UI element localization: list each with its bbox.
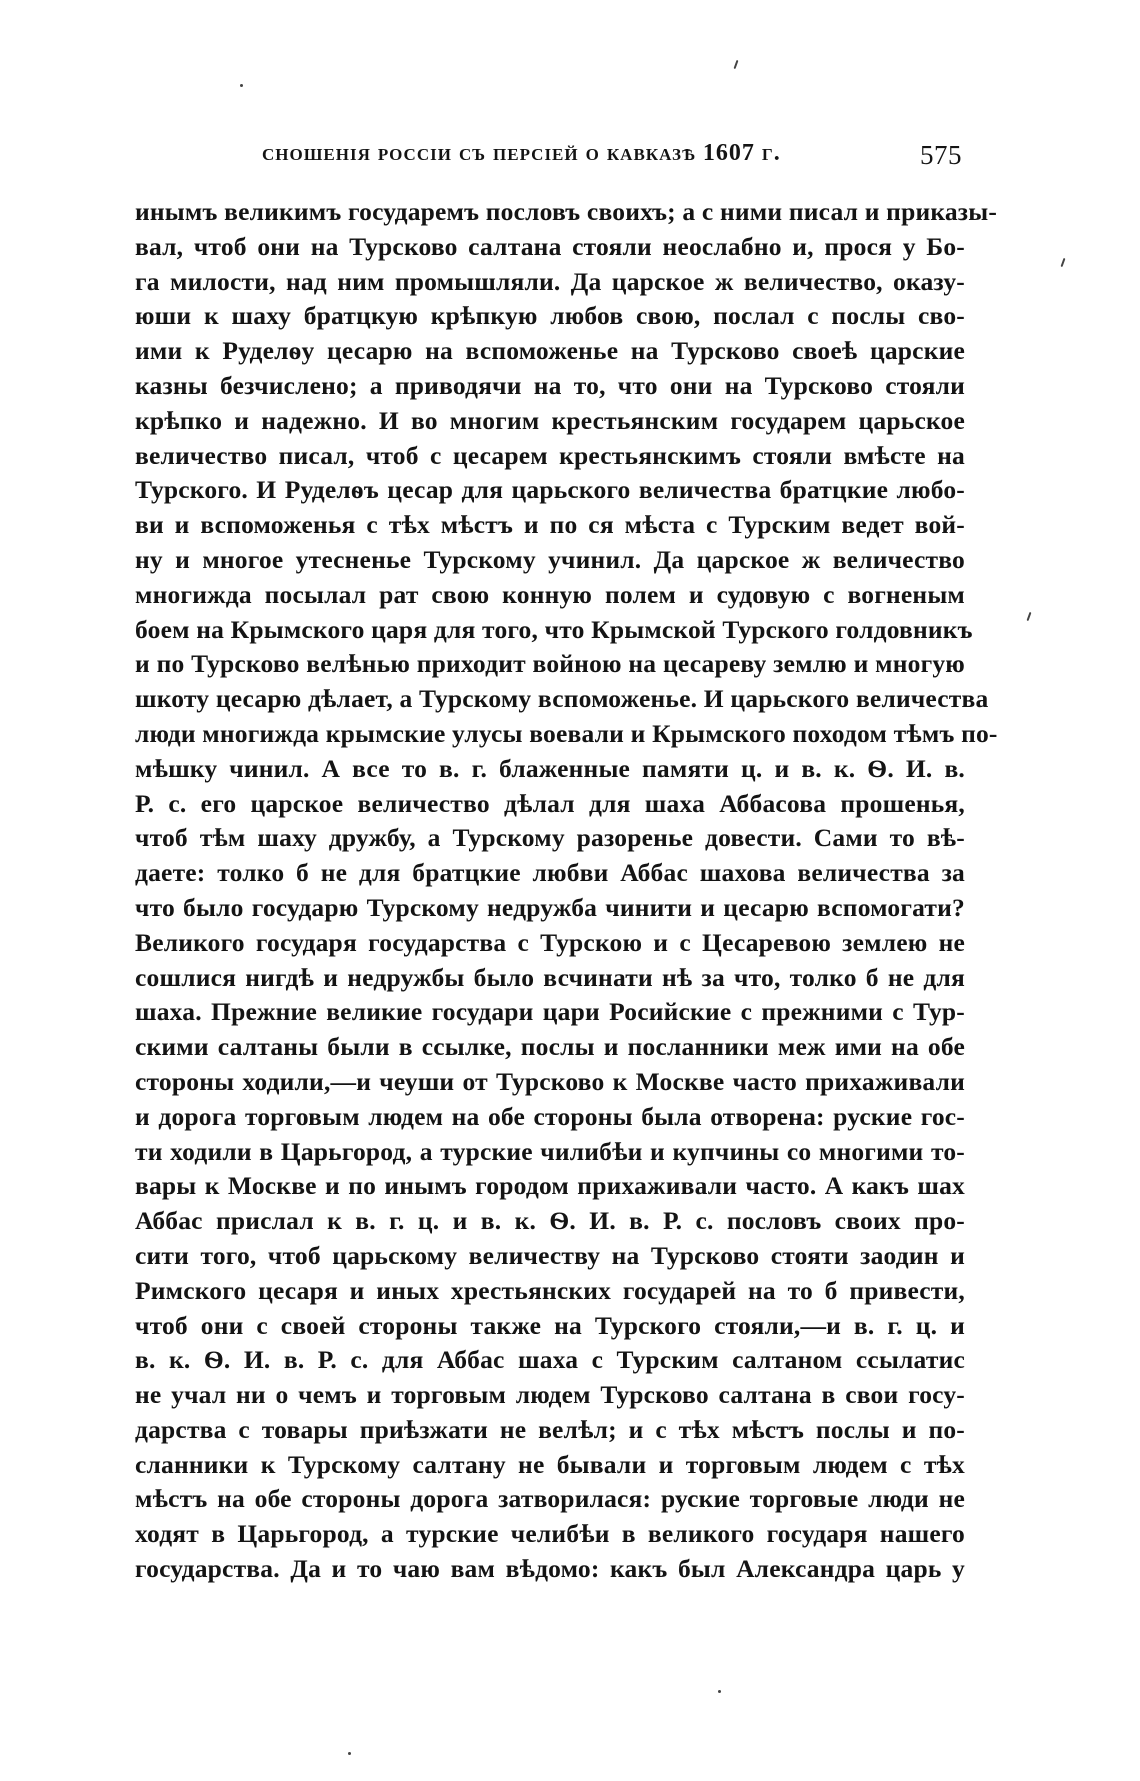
text-line: в. к. Ѳ. И. в. Р. с. для Аббас шаха с Турским салтаном ссылатис <box>135 1345 965 1375</box>
text-line: ти ходили в Царьгород, а турские чилибѣи и купчины со многими то- <box>135 1136 965 1166</box>
scan-speck <box>734 60 739 69</box>
text-line: боем на Крымского царя для того, что Крымской Турского голдовникъ <box>135 614 973 644</box>
page-number: 575 <box>920 140 962 170</box>
text-line: вал, чтоб они на Турсково салтана стояли неослабно и, прося у Бо- <box>135 231 965 261</box>
text-line: ну и многое утесненье Турскому учинил. Да царское ж величество <box>135 544 965 574</box>
text-line: скими салтаны были в ссылке, послы и посланники меж ими на обе <box>135 1032 965 1062</box>
text-line: Великого государя государства с Турскою и с Цесаревою землею не <box>135 927 965 957</box>
text-line: крѣпко и надежно. И во многим крестьянским государем царьское <box>135 405 965 435</box>
text-line: не учал ни о чемъ и торговым людем Турсково салтана в свои госу- <box>135 1380 965 1410</box>
text-line: сланники к Турскому салтану не бывали и торговым людем с тѣх <box>135 1449 965 1479</box>
scan-speck <box>240 84 243 87</box>
text-line: юши к шаху братцкую крѣпкую любов свою, послал с послы сво- <box>135 301 965 331</box>
scan-speck <box>1061 258 1066 267</box>
text-line: ими к Руделѳу цесарю на вспоможенье на Турсково своеѣ царские <box>135 336 965 366</box>
text-line: ви и вспоможенья с тѣх мѣстъ и по ся мѣста с Турским ведет вой- <box>135 510 965 540</box>
text-line: шкоту цесарю дѣлает, а Турскому вспоможенье. И царьского величества <box>135 684 989 714</box>
text-line: га милости, над ним промышляли. Да царское ж величество, оказу- <box>135 266 965 296</box>
text-line: и по Турсково велѣнью приходит войною на цесареву землю и многую <box>135 649 965 679</box>
text-line: Р. с. его царское величество дѣлал для шаха Аббасова прошенья, <box>135 788 965 818</box>
text-line: даете: толко б не для братцкие любви Аббас шахова величества за <box>135 858 965 888</box>
text-line: и дорога торговым людем на обе стороны была отворена: руские гос- <box>135 1101 965 1131</box>
text-line: дарства с товары приѣзжати не велѣл; и с тѣх мѣстъ послы и по- <box>135 1414 965 1444</box>
text-line: шаха. Прежние великие государи цари Росийские с прежними с Тур- <box>135 997 965 1027</box>
text-line: стороны ходили,—и чеуши от Турсково к Москве часто прихаживали <box>135 1066 965 1096</box>
scan-speck <box>348 1752 351 1755</box>
text-line: мѣстъ на обе стороны дорога затворилася: руские торговые люди не <box>135 1484 965 1514</box>
text-line: сошлися нигдѣ и недружбы было всчинати нѣ за что, толко б не для <box>135 962 965 992</box>
text-line: казны безчислено; а приводячи на то, что они на Турсково стояли <box>135 370 965 400</box>
text-line: сити того, чтоб царьскому величеству на Турсково стояти заодин и <box>135 1240 965 1270</box>
text-line: величество писал, чтоб с цесарем крестьянскимъ стояли вмѣсте на <box>135 440 965 470</box>
text-line: многижда посылал рат свою конную полем и судовую с вогненым <box>135 579 965 609</box>
text-line: что было государю Турскому недружба чинити и цесарю вспомогати? <box>135 892 965 922</box>
body-text <box>135 195 998 1587</box>
text-line: Турского. И Руделѳъ цесар для царьского величества братцкие любо- <box>135 475 965 505</box>
running-title: сношенія россіи съ персіей о кавказѣ 1607 г. <box>262 140 781 166</box>
text-line: мѣшку чинил. А все то в. г. блаженные памяти ц. и в. к. Ѳ. И. в. <box>135 753 965 783</box>
scan-speck <box>1027 612 1032 621</box>
text-line: инымъ великимъ государемъ пословъ своихъ; а с ними писал и приказы- <box>135 197 998 226</box>
text-line: чтоб тѣм шаху дружбу, а Турскому разоренье довести. Сами то вѣ- <box>135 823 965 853</box>
text-line: Римского цесаря и иных хрестьянских государей на то б привести, <box>135 1275 965 1305</box>
text-line: чтоб они с своей стороны также на Турского стояли,—и в. г. ц. и <box>135 1310 965 1340</box>
scan-speck <box>718 1690 721 1693</box>
text-line: ходят в Царьгород, а турские челибѣи в великого государя нашего <box>135 1519 965 1549</box>
text-line: люди многижда крымские улусы воевали и Крымского походом тѣмъ по- <box>135 718 998 748</box>
text-line: государства. Да и то чаю вам вѣдомо: какъ был Александра царь у <box>135 1554 965 1584</box>
text-line: вары к Москве и по инымъ городом прихаживали часто. А какъ шах <box>135 1171 965 1201</box>
text-line: Аббас прислал к в. г. ц. и в. к. Ѳ. И. в. Р. с. пословъ своих про- <box>135 1206 965 1236</box>
running-head <box>262 140 962 176</box>
